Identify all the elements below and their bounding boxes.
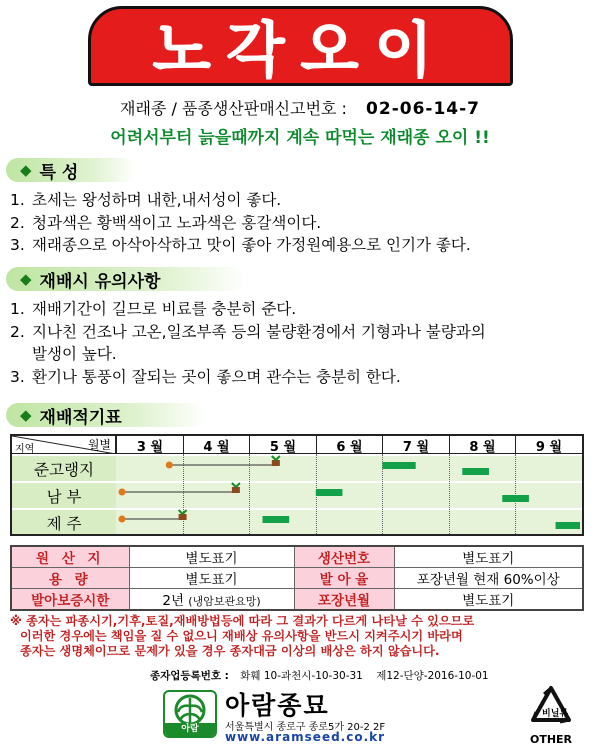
- notice: [10, 614, 590, 659]
- notice-line: 종자는 생명체이므로 문제가 있을 경우 종자대금 이상의 배상은 하지 않습니다.: [20, 644, 440, 658]
- diamond-icon: ◆: [20, 406, 32, 424]
- planting-pot: [232, 487, 240, 493]
- features-list: [10, 189, 595, 257]
- volume-value: 별도표기: [129, 568, 294, 589]
- list-item: 1. 재배기간이 길므로 비료를 충분히 준다.: [10, 300, 297, 318]
- features-heading: ◆ 특 성: [6, 158, 136, 182]
- region-header: 지역: [15, 444, 35, 455]
- info-table: [10, 545, 584, 611]
- registration-label: 재래종 / 품종생산판매신고번호 :: [119, 99, 347, 118]
- list-item: 3. 환기나 통풍이 잘되는 곳이 좋으며 관수는 충분히 한다.: [10, 367, 401, 386]
- list-item: 2. 청과색은 황백색이고 노과색은 홍갈색이다.: [10, 213, 322, 232]
- seed-reg-value-2: 제12-단양-2016-10-01: [376, 670, 489, 682]
- germ-label: 발 아 율: [294, 568, 394, 589]
- month-6: 6 월: [316, 436, 382, 454]
- company-logo: [163, 690, 217, 738]
- diamond-icon: ◆: [20, 270, 32, 288]
- month-9: 9 월: [515, 436, 582, 454]
- registration-line: [0, 96, 600, 119]
- recycle-tag: 비닐류: [542, 709, 569, 719]
- list-item: 1. 초세는 왕성하며 내한,내서성이 좋다.: [10, 191, 282, 209]
- planting-pot: [272, 460, 280, 466]
- company-address: 서울특별시 종로구 종로5가 20-2 2F: [225, 722, 386, 733]
- month-8: 8 월: [449, 436, 515, 454]
- harvest-bar: [382, 462, 415, 469]
- month-3: 3 월: [116, 436, 183, 454]
- origin-value: 별도표기: [129, 546, 294, 568]
- packdate-label: 포장년월: [294, 589, 394, 611]
- slogan: 어려서부터 늙을때까지 계속 따먹는 재래종 오이 !!: [110, 128, 490, 148]
- month-4: 4 월: [183, 436, 249, 454]
- notice-line: 이러한 경우에는 책임을 질 수 없으니 재배상 유의사항을 반드시 지켜주시기 바라며: [20, 629, 463, 643]
- logo-text: 아람: [165, 723, 215, 736]
- cultivation-list: [10, 298, 595, 388]
- recycle-mark: [520, 684, 582, 746]
- planting-sprout: [179, 510, 187, 514]
- harvest-bar: [462, 468, 489, 475]
- harvest-bar: [502, 495, 529, 502]
- harvest-bar: [316, 489, 343, 496]
- packdate-value: 별도표기: [394, 589, 583, 611]
- seed-registration: [150, 668, 580, 683]
- planting-sprout: [272, 456, 280, 460]
- month-5: 5 월: [249, 436, 316, 454]
- notice-line: ※ 종자는 파종시기,기후,토질,재배방법등에 따라 그 결과가 다르게 나타날 수 있으므로: [10, 614, 475, 628]
- tree-icon: [165, 692, 215, 726]
- germ-value: 포장년월 현재 60%이상: [394, 568, 583, 589]
- title-banner: [88, 6, 513, 86]
- list-item: 2. 지나친 건조나 고온,일조부족 등의 불량환경에서 기형과나 불량과의: [10, 322, 486, 341]
- sowing-dot: [119, 489, 126, 496]
- company-url[interactable]: www.aramseed.co.kr: [225, 730, 386, 744]
- planting-pot: [179, 514, 187, 520]
- region-label: 남 부: [12, 482, 116, 508]
- schedule-marks: [12, 436, 582, 534]
- month-7: 7 월: [382, 436, 449, 454]
- registration-number: 02-06-14-7: [366, 99, 481, 119]
- harvest-bar: [556, 522, 580, 529]
- diamond-icon: ◆: [20, 161, 32, 179]
- origin-label: 원 산 지: [11, 546, 129, 568]
- region-label: 제 주: [12, 509, 116, 535]
- volume-label: 용 량: [11, 568, 129, 589]
- list-item: 발생이 높다.: [32, 345, 117, 363]
- sowing-dot: [166, 462, 173, 469]
- guarantee-cell: [129, 589, 294, 611]
- prodno-value: 별도표기: [394, 546, 583, 568]
- cultivation-heading: ◆ 재배시 유의사항: [6, 267, 246, 291]
- prodno-label: 생산번호: [294, 546, 394, 568]
- harvest-bar: [263, 516, 290, 523]
- list-item: 3. 재래종으로 아삭아삭하고 맛이 좋아 가정원예용으로 인기가 좋다.: [10, 236, 471, 254]
- guarantee-value: 2년: [162, 593, 184, 609]
- guarantee-label: 발아보증시한: [11, 589, 129, 611]
- guarantee-note: (냉암보관요망): [188, 595, 261, 608]
- product-title: 노각오이: [152, 16, 449, 86]
- seed-reg-label: 종자업등록번호 :: [150, 670, 229, 682]
- planting-sprout: [232, 483, 240, 487]
- schedule-heading: ◆ 재배적기표: [6, 403, 206, 427]
- region-label: 준고랭지: [12, 455, 116, 481]
- sowing-dot: [119, 516, 126, 523]
- seed-reg-value: 화훼 10-과천시-10-30-31: [240, 670, 363, 682]
- recycle-label: OTHER: [529, 733, 573, 746]
- month-header: 월별: [87, 438, 111, 452]
- company-name: 아람종묘: [225, 691, 330, 720]
- schedule-table: [10, 434, 584, 536]
